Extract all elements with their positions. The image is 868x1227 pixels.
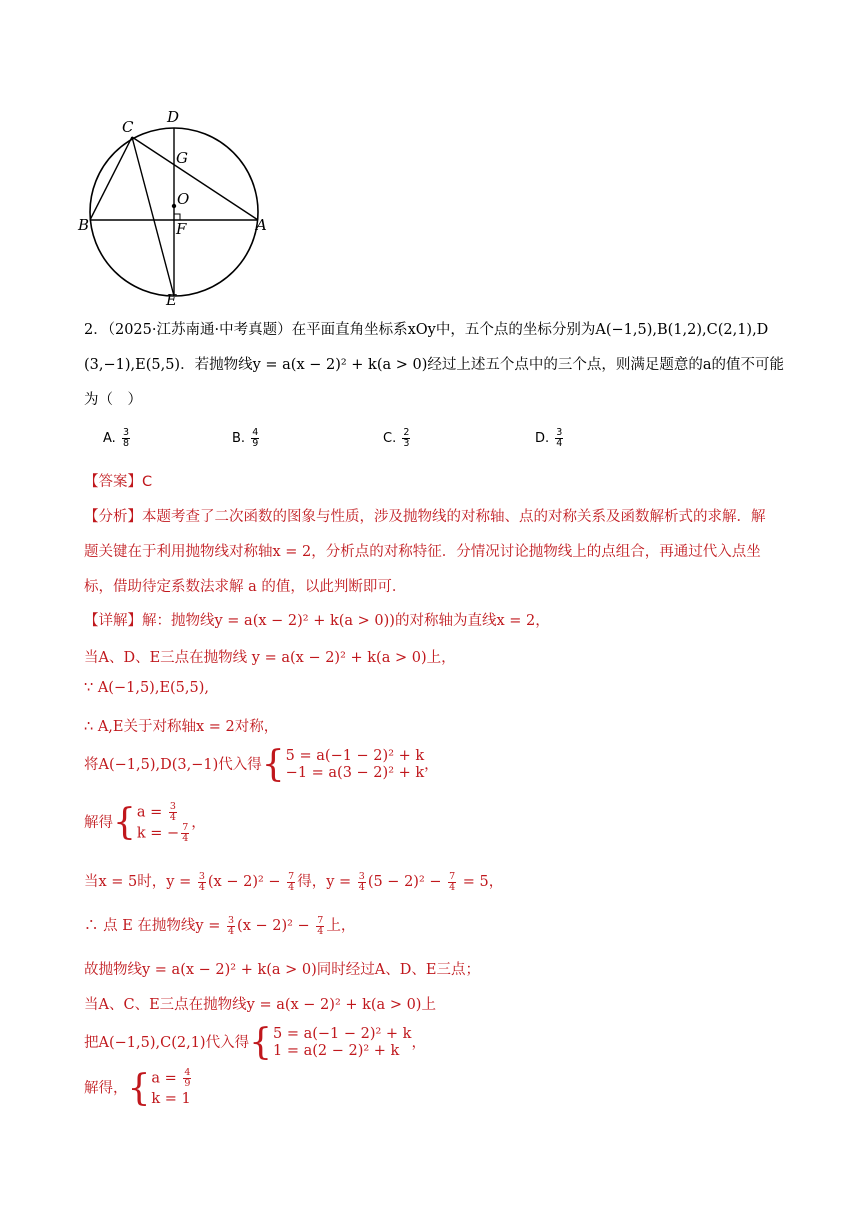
detail-line-2: 当A、D、E三点在抛物线 y = a(x − 2)² + k(a > 0)上，	[84, 650, 456, 666]
analysis-tag: 【分析】	[84, 509, 142, 525]
detail-line-11: 把A(−1,5),C(2,1)代入得 { 5 = a(−1 − 2)² + k 1 = a(2 − 2)² + k ，	[84, 1022, 426, 1063]
option-b-label: B.	[232, 431, 246, 446]
detail-line-4: ∴ A,E关于对称轴x = 2对称，	[84, 719, 279, 735]
option-c-label: C.	[383, 431, 397, 446]
detail-line-1: 【详解】解：抛物线y = a(x − 2)² + k(a > 0))的对称轴为直线x = 2，	[84, 613, 550, 629]
label-c: C	[122, 118, 134, 136]
answer-value: C	[142, 474, 153, 490]
analysis-line-2: 题关键在于利用抛物线对称轴x = 2，分析点的对称特征．分情况讨论抛物线上的点组合，再通过代入点坐	[84, 544, 761, 560]
answer-tag: 【答案】	[84, 474, 142, 490]
option-a-label: A.	[103, 431, 116, 446]
detail-line-9: 故抛物线y = a(x − 2)² + k(a > 0)同时经过A、D、E三点；	[84, 962, 480, 978]
detail-line-6: 解得 { a = $\frac{3}{4}$ k = − $\frac{7}{4}$ ，	[84, 801, 206, 844]
question-source: （2025·江苏南通·中考真题）	[107, 322, 292, 338]
option-d[interactable]	[535, 428, 565, 449]
option-a-fraction: $\frac{3}{8}$	[122, 427, 129, 449]
analysis-line-3: 标，借助待定系数法求解 a 的值，以此判断即可．	[84, 579, 407, 595]
detail-line-5: 将A(−1,5),D(3,−1)代入得 { 5 = a(−1 − 2)² + k −1 = a(3 − 2)² + k ，	[84, 744, 439, 785]
question-line-1	[84, 320, 768, 340]
option-a[interactable]	[103, 428, 132, 449]
geometry-figure	[70, 100, 280, 310]
label-g: G	[176, 149, 188, 167]
question-number: 2．	[84, 322, 108, 338]
question-text-1: 在平面直角坐标系xOy中，五个点的坐标分别为A(−1,5),B(1,2),C(2,1),D	[291, 322, 769, 338]
detail-line-7: 当x = 5时，y = $\frac{3}{4}$ (x − 2)² − $\frac{7}{4}$ 得，y = $\frac{3}{4}$ (5 − 2)² − $\frac{7}{4}$ = 5，	[84, 870, 504, 893]
answer-line	[84, 470, 152, 491]
label-d: D	[167, 108, 180, 126]
equation-system-1: { 5 = a(−1 − 2)² + k −1 = a(3 − 2)² + k	[261, 744, 425, 785]
detail-line-8: ∴ 点 E 在抛物线y = $\frac{3}{4}$ (x − 2)² − $\frac{7}{4}$ 上，	[84, 914, 356, 937]
label-a: A	[256, 216, 267, 234]
detail-line-10: 当A、C、E三点在抛物线y = a(x − 2)² + k(a > 0)上	[84, 997, 436, 1013]
label-o: O	[177, 190, 190, 208]
label-f: F	[176, 220, 187, 238]
option-c[interactable]	[383, 428, 412, 449]
label-b: B	[78, 216, 90, 234]
solution-system-2: { a = $\frac{4}{9}$ k = 1	[127, 1067, 191, 1109]
option-d-label: D.	[535, 431, 550, 446]
option-c-fraction: $\frac{2}{3}$	[403, 427, 410, 449]
detail-line-12: 解得， { a = $\frac{4}{9}$ k = 1	[84, 1068, 193, 1109]
question-line-3: 为（ ）	[84, 392, 142, 408]
analysis-line-1: 【分析】本题考查了二次函数的图象与性质，涉及抛物线的对称轴、点的对称关系及函数解析式的求解．解	[84, 509, 766, 525]
detail-tag: 【详解】	[84, 613, 142, 629]
option-b[interactable]	[232, 428, 261, 449]
detail-line-3: ∵ A(−1,5),E(5,5),	[84, 680, 210, 696]
option-d-fraction: $\frac{3}{4}$	[556, 427, 563, 449]
question-line-2: (3,−1),E(5,5)．若抛物线y = a(x − 2)² + k(a > 0)经过上述五个点中的三个点，则满足题意的a的值不可能	[84, 357, 785, 373]
solution-system-1: { a = $\frac{3}{4}$ k = − $\frac{7}{4}$	[113, 801, 189, 844]
label-e: E	[166, 291, 177, 309]
equation-system-2: { 5 = a(−1 − 2)² + k 1 = a(2 − 2)² + k	[249, 1022, 412, 1063]
option-b-fraction: $\frac{4}{9}$	[252, 427, 259, 449]
center-dot	[172, 204, 176, 208]
